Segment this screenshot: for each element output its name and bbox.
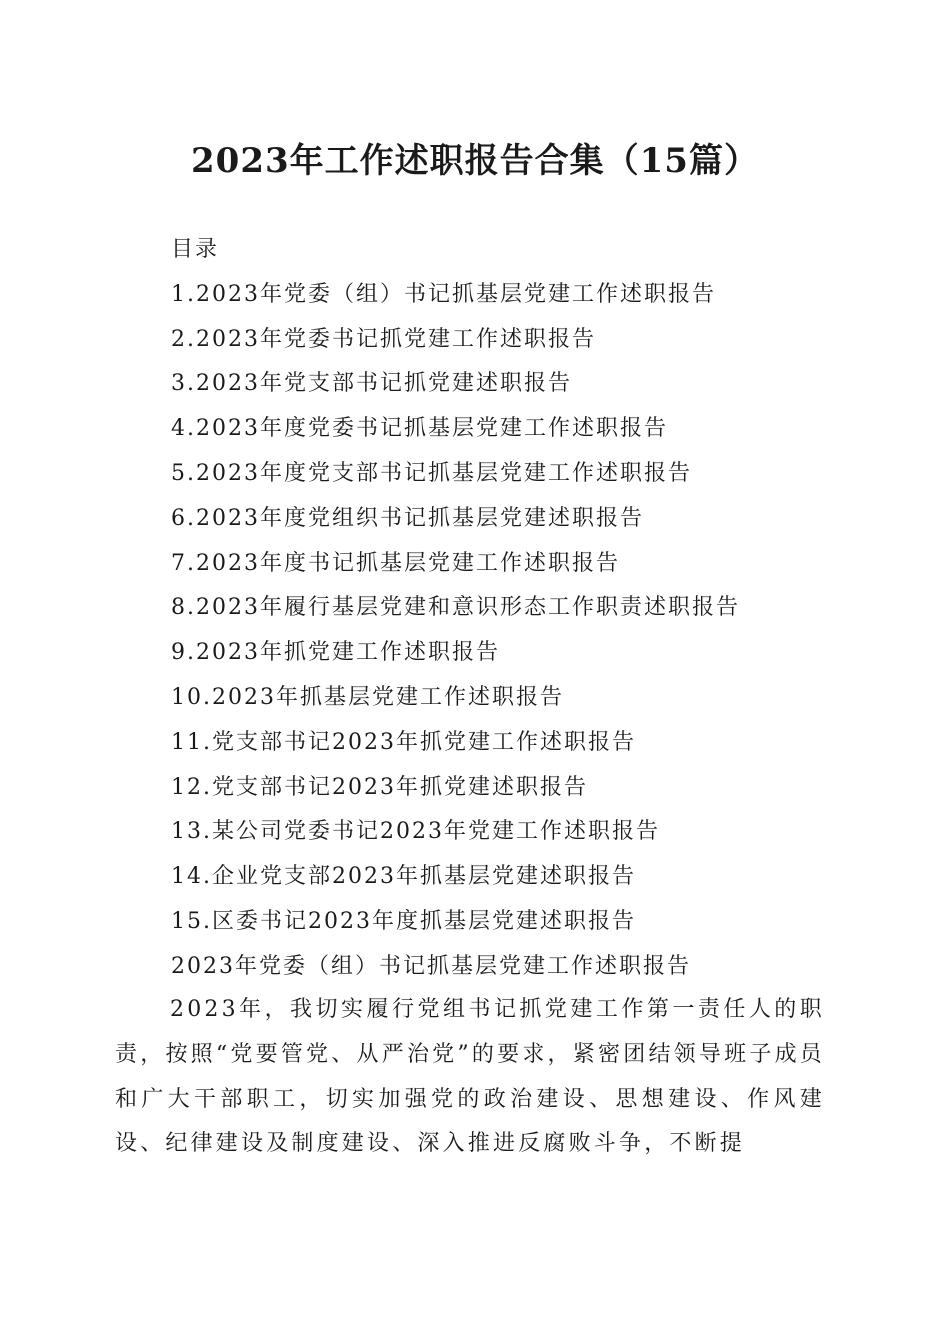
toc-item: 9.2023年抓党建工作述职报告 [171, 640, 500, 666]
toc-item: 10.2023年抓基层党建工作述职报告 [171, 684, 564, 710]
toc-item: 15.区委书记2023年度抓基层党建述职报告 [171, 908, 636, 934]
toc-item: 5.2023年度党支部书记抓基层党建工作述职报告 [171, 460, 692, 486]
toc-item: 12.党支部书记2023年抓党建述职报告 [171, 774, 588, 800]
toc-item: 2.2023年党委书记抓党建工作述职报告 [171, 326, 596, 352]
toc-item: 4.2023年度党委书记抓基层党建工作述职报告 [171, 416, 668, 442]
document-title: 2023年工作述职报告合集（15篇） [191, 141, 759, 181]
toc-item: 1.2023年党委（组）书记抓基层党建工作述职报告 [171, 281, 716, 307]
toc-item: 13.某公司党委书记2023年党建工作述职报告 [171, 819, 660, 845]
toc-item: 14.企业党支部2023年抓基层党建述职报告 [171, 864, 636, 890]
toc-item: 8.2023年履行基层党建和意识形态工作职责述职报告 [171, 595, 740, 621]
toc-item: 7.2023年度书记抓基层党建工作述职报告 [171, 550, 620, 576]
toc-item: 11.党支部书记2023年抓党建工作述职报告 [171, 729, 636, 755]
body-paragraph: 2023年，我切实履行党组书记抓党建工作第一责任人的职责，按照“党要管党、从严治党”的要求，紧密团结领导班子成员和广大干部职工，切实加强党的政治建设、思想建设、作风建设、纪律建设及制度建设、深入推进反腐败斗争，不断提 [115, 997, 825, 1157]
section-heading: 2023年党委（组）书记抓基层党建工作述职报告 [171, 953, 691, 979]
toc-item: 3.2023年党支部书记抓党建述职报告 [171, 371, 572, 397]
toc-item: 6.2023年度党组织书记抓基层党建述职报告 [171, 505, 644, 531]
table-of-contents [171, 228, 851, 990]
toc-heading: 目录 [171, 237, 220, 262]
